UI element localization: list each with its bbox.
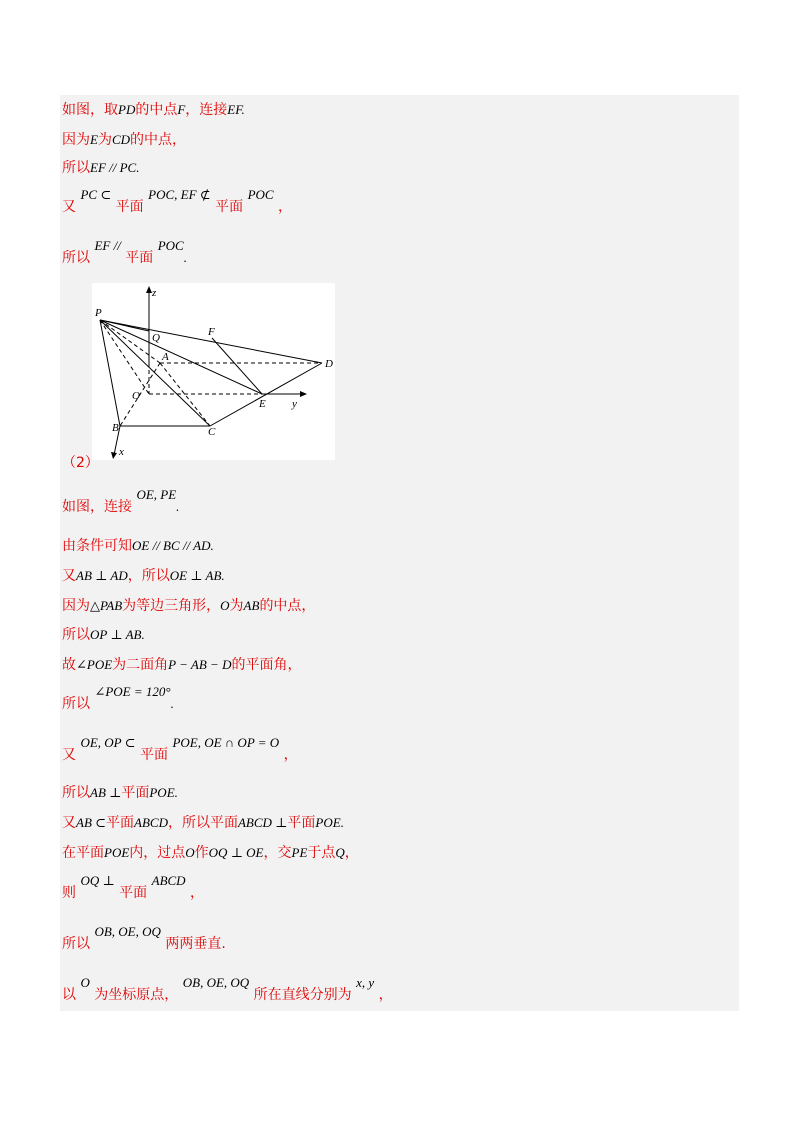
line-17 (62, 842, 359, 862)
math: . (136, 160, 140, 175)
text: 如图，取 (62, 102, 118, 118)
math: . (183, 250, 187, 265)
line-19 (62, 924, 226, 953)
text: 内，过点 (129, 845, 186, 861)
text: 平面 (115, 199, 144, 215)
math: ABCD ⊥ (237, 815, 288, 830)
text: ， (190, 885, 205, 901)
math: ABCD (134, 815, 168, 830)
text: 故 (62, 657, 76, 673)
label-Q: Q (152, 332, 160, 344)
label-A: A (162, 351, 169, 363)
text: ，所以 (127, 568, 170, 584)
math: . (176, 499, 180, 514)
text: ，连接 (185, 102, 228, 118)
math: POE, OE ∩ OP = O (172, 735, 280, 750)
line-16 (62, 812, 344, 832)
text: 的中点 (135, 102, 178, 118)
math: AB (243, 598, 260, 613)
line-15 (62, 782, 178, 802)
line-13 (62, 684, 174, 713)
text: 所在直线分别为 (253, 987, 352, 1003)
label-O: O (132, 390, 140, 402)
text: 平面 (215, 199, 244, 215)
math: OE ⊥ AB (169, 568, 222, 583)
text: 作 (194, 845, 209, 861)
line-3 (62, 157, 139, 177)
math: PC ⊂ (80, 187, 112, 202)
math: POC (247, 187, 274, 202)
line-7 (62, 487, 180, 516)
math: POC (157, 238, 184, 253)
x-arrow (111, 452, 117, 459)
math: △PAB (90, 598, 123, 613)
math: O (185, 845, 195, 860)
line-6 (62, 452, 99, 472)
text: 平面 (119, 885, 148, 901)
label-F: F (208, 326, 215, 338)
label-D: D (325, 358, 333, 370)
text: 的中点， (259, 598, 316, 614)
text: ， (278, 199, 293, 215)
text: 由条件可知 (62, 538, 132, 554)
line-2 (62, 129, 186, 149)
text: 平面 (139, 747, 168, 763)
text: 平面 (287, 815, 316, 831)
math: EF // (94, 238, 121, 253)
math: OB, OE, OQ (94, 924, 161, 939)
text: 在平面 (62, 845, 104, 861)
geometry-figure (92, 283, 335, 460)
text: ， (378, 987, 393, 1003)
math: x, y (356, 975, 375, 990)
text: 则 (62, 885, 76, 901)
part-number: （2） (62, 455, 99, 471)
math: O (80, 975, 90, 990)
math: POE (104, 845, 130, 860)
text: 所以 (62, 160, 90, 176)
line-9 (62, 565, 225, 585)
math: OQ ⊥ (80, 873, 115, 888)
math: . (221, 568, 225, 583)
math: O (220, 598, 230, 613)
math: P − AB − D (168, 657, 232, 672)
text: 平面 (121, 785, 150, 801)
text: 的中点， (130, 132, 187, 148)
math: . (174, 785, 178, 800)
math: . (170, 696, 174, 711)
text: 平面 (125, 250, 154, 266)
math: . (210, 538, 214, 553)
text: 为等边三角形， (122, 598, 221, 614)
text: 所以 (62, 785, 90, 801)
math: PD (118, 102, 136, 117)
text: ， (283, 747, 298, 763)
text: 的平面角， (231, 657, 302, 673)
math: OE, OP ⊂ (80, 735, 136, 750)
math: CD (111, 132, 131, 147)
text: ， (344, 845, 359, 861)
text: 所以 (62, 696, 90, 712)
line-20 (62, 975, 393, 1004)
pyramid-diagram (92, 283, 335, 460)
text: 所以 (62, 627, 90, 643)
line-11 (62, 624, 145, 644)
text: 为二面角 (112, 657, 169, 673)
text: 为 (97, 132, 112, 148)
math: OE, PE (136, 487, 177, 502)
label-P: P (95, 307, 102, 319)
text: 所以 (62, 936, 90, 952)
line-10 (62, 595, 315, 615)
math: E (90, 132, 98, 147)
text: 又 (62, 747, 76, 763)
label-E: E (259, 398, 266, 410)
text: ，交 (263, 845, 292, 861)
math: OE // BC // AD (132, 538, 211, 553)
text: 平面 (106, 815, 135, 831)
math: . (141, 627, 145, 642)
text: 为坐标原点， (94, 987, 179, 1003)
math: ABCD (151, 873, 186, 888)
label-B: B (112, 422, 119, 434)
line-8 (62, 535, 214, 555)
math: POE (149, 785, 175, 800)
math: OB, OE, OQ (182, 975, 250, 990)
text: 因为 (62, 132, 90, 148)
math: OP ⊥ AB (90, 627, 142, 642)
text: ，所以平面 (167, 815, 238, 831)
math: POE (315, 815, 341, 830)
text: 为 (229, 598, 244, 614)
math: PE (291, 845, 308, 860)
text: 又 (62, 199, 76, 215)
math: ∠POE (76, 657, 113, 672)
label-z: z (152, 287, 157, 299)
line-5 (62, 238, 187, 267)
text: 两两垂直. (165, 936, 226, 952)
math: EF (227, 102, 242, 117)
math: POC, EF ⊄ (148, 187, 211, 202)
math: . (241, 102, 245, 117)
line-1 (62, 99, 245, 119)
math: OQ ⊥ OE (208, 845, 264, 860)
label-y: y (292, 398, 297, 410)
label-x: x (119, 446, 124, 458)
math: Q (335, 845, 345, 860)
label-C: C (208, 426, 216, 438)
line-12 (62, 654, 301, 674)
text: 所以 (62, 250, 90, 266)
math: F (177, 102, 186, 117)
math: ∠POE = 120° (94, 684, 171, 699)
text: 又 (62, 815, 76, 831)
math: AB ⊂ (76, 815, 107, 830)
text: 以 (62, 987, 76, 1003)
math: EF // PC (90, 160, 137, 175)
math: AB ⊥ AD (76, 568, 128, 583)
math: . (340, 815, 344, 830)
line-14 (62, 735, 298, 764)
text: 如图，连接 (62, 499, 132, 515)
line-4 (62, 187, 293, 216)
text: 因为 (62, 598, 90, 614)
line-18 (62, 873, 205, 902)
text: 于点 (307, 845, 336, 861)
math: AB ⊥ (90, 785, 122, 800)
text: 又 (62, 568, 76, 584)
y-arrow (300, 391, 307, 397)
